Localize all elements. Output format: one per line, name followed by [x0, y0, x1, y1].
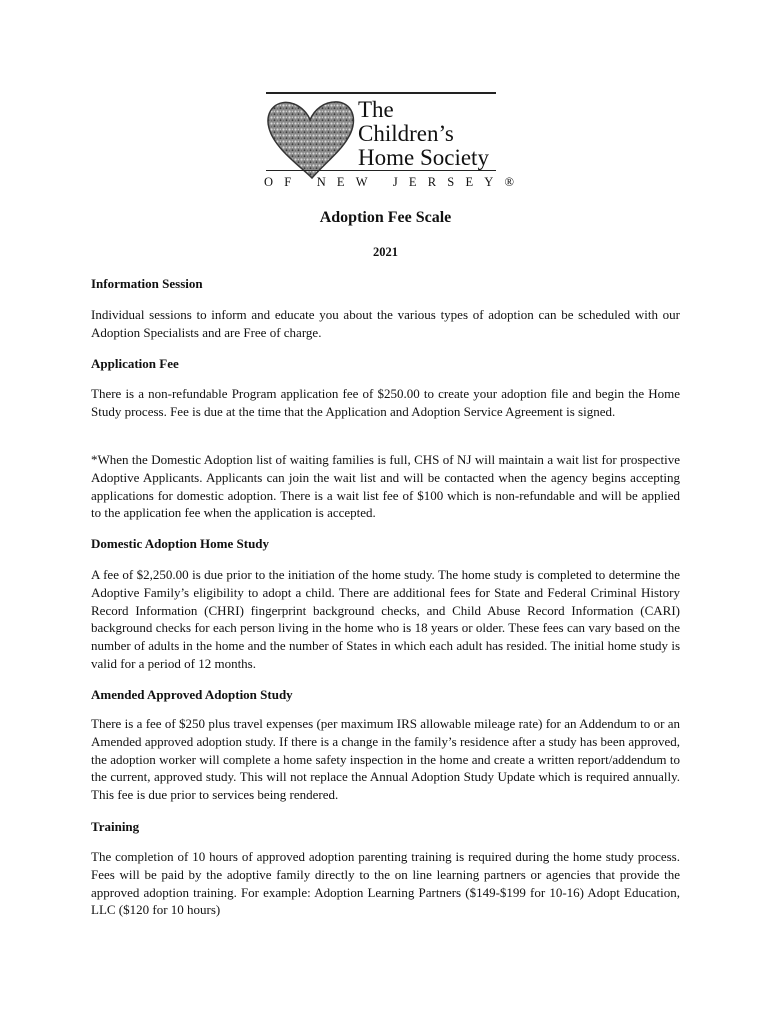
document-year: 2021: [373, 245, 398, 259]
section-heading-information-session: Information Session: [91, 276, 203, 291]
application-fee-paragraph: There is a non-refundable Program application fee of $250.00 to create your adoption file and begin the Home Study process. Fee is due at the time that the Application and Adoption Service Agreement is signed.: [91, 386, 680, 419]
logo-wordmark: [358, 98, 489, 170]
logo-line-2: Children’s: [358, 121, 454, 146]
amended-study-paragraph: There is a fee of $250 plus travel expenses (per maximum IRS allowable mileage rate) for an Addendum to or an Amended approved adoption study. If there is a change in the family’s residence after a study has been approved, the adoption worker will complete a home safety inspection in the home and create a written report/addendum to the current, approved study. This will not replace the Annual Adoption Study Update which is required annually. This fee is due prior to services being rendered.: [91, 716, 680, 803]
logo-line-1: The: [358, 97, 394, 122]
domestic-home-study-paragraph: A fee of $2,250.00 is due prior to the initiation of the home study. The home study is completed to determine the Adoptive Family’s eligibility to adopt a child. There are additional fees for State and Federal Criminal History Record Information (CHRI) fingerprint background checks, and Child Abuse Record Information (CARI) background checks for each person living in the home who is 18 years or older. These fees can vary based on the number of adults in the home and the number of States in which each adult has resided. The initial home study is valid for a period of 12 months.: [91, 567, 680, 671]
heart-logo-icon: [264, 98, 356, 180]
logo-subline: OF NEW JERSEY®: [264, 175, 526, 189]
logo-bottom-rule: [266, 170, 496, 171]
wait-list-paragraph: *When the Domestic Adoption list of waiting families is full, CHS of NJ will maintain a wait list for prospective Adoptive Applicants. Applicants can join the wait list and will be contacted when the agency begins accepting applications for domestic adoption. There is a wait list fee of $100 which is non-refundable and will be applied to the application fee when the application is accepted.: [91, 452, 680, 521]
information-session-paragraph: Individual sessions to inform and educate you about the various types of adoption can be scheduled with our Adoption Specialists and are Free of charge.: [91, 307, 680, 340]
document-title: Adoption Fee Scale: [319, 209, 452, 226]
section-heading-domestic-home-study: Domestic Adoption Home Study: [91, 536, 270, 551]
organization-logo: [262, 90, 526, 200]
training-paragraph: The completion of 10 hours of approved adoption parenting training is required during the home study process. Fees will be paid by the adoptive family directly to the on line learning partners or agencies that provide the approved adoption training. For example: Adoption Learning Partners ($149-$199 for 10-16) Adopt Education, LLC ($120 for 10 hours): [91, 849, 680, 918]
section-heading-application-fee: Application Fee: [91, 356, 179, 371]
logo-line-3: Home Society: [358, 145, 489, 170]
section-heading-amended-study: Amended Approved Adoption Study: [91, 687, 293, 702]
logo-top-rule: [266, 92, 496, 94]
section-heading-training: Training: [91, 819, 140, 834]
